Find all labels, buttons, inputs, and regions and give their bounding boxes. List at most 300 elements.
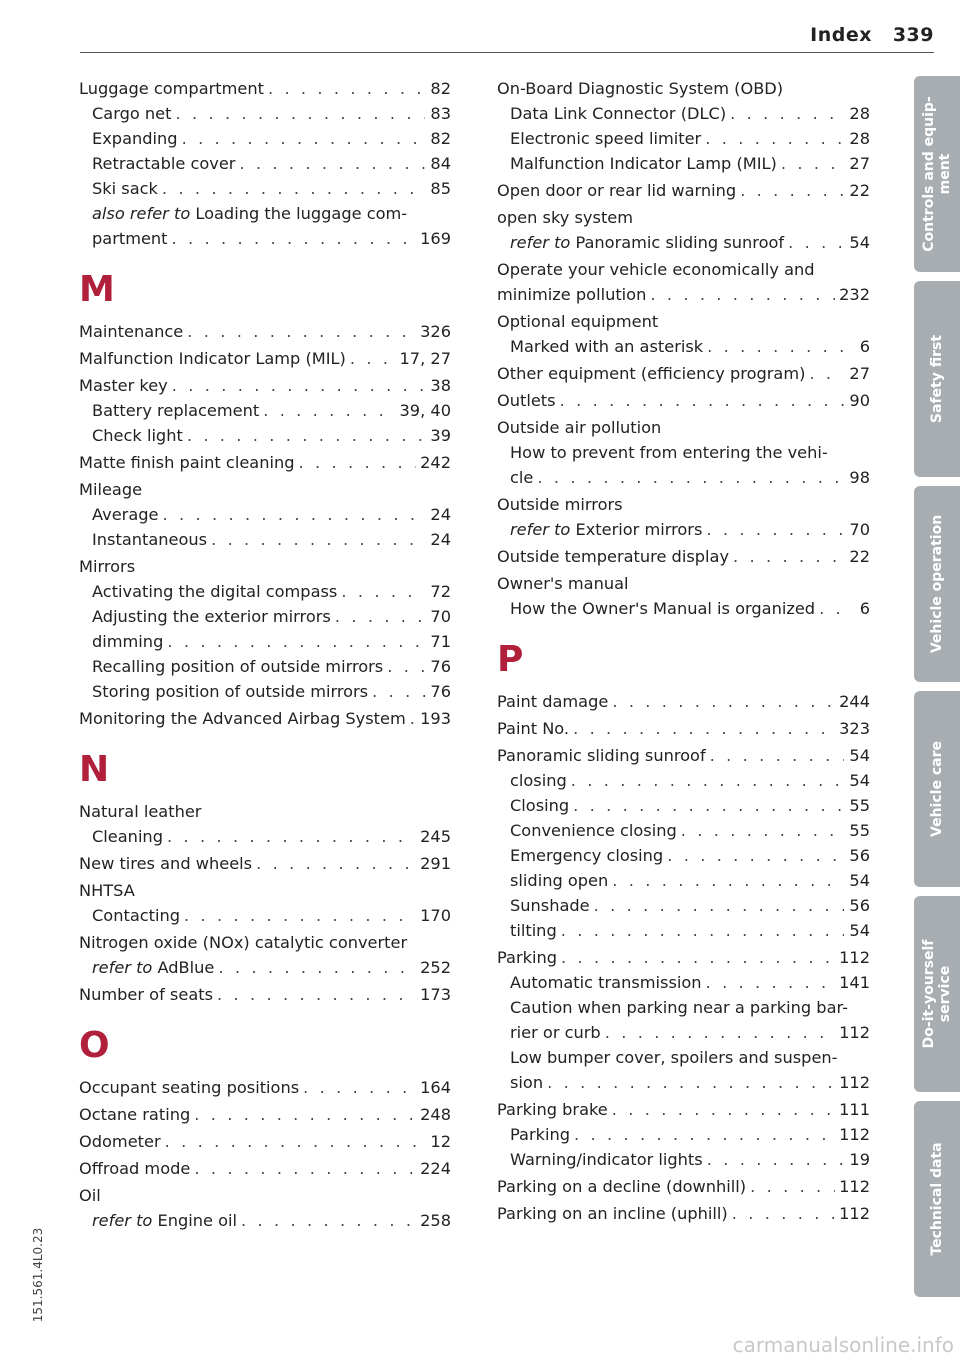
index-heading-text: Oil [79,1186,101,1205]
leader-dots [612,868,844,893]
index-page-ref: 6 [859,337,870,356]
index-entry-text: Ski sack [92,176,162,201]
index-page-ref: 54 [849,233,870,252]
index-entry [79,679,451,704]
chapter-tab[interactable] [914,281,960,477]
index-page-ref: 112 [839,1204,870,1223]
index-heading-text: Owner's manual [497,574,629,593]
index-entry-text: Parking brake [497,1097,612,1122]
leader-dots [571,768,844,793]
index-entry-text: closing [510,768,571,793]
index-heading [497,309,870,334]
index-letter: P [497,639,524,680]
index-heading [497,492,870,517]
index-page-ref: 72 [430,582,451,601]
index-heading [497,415,870,440]
chapter-tab[interactable] [914,691,960,887]
index-entry [497,689,870,714]
index-page-ref: 141 [839,973,870,992]
index-page-ref: 12 [430,1132,451,1151]
index-entry-text: rier or curb [510,1020,605,1045]
index-entry [79,706,451,731]
index-entry [79,502,451,527]
leader-dots [217,982,416,1007]
index-entry [79,1156,451,1181]
leader-dots [165,1129,425,1154]
index-entry-text: Other equipment (efficiency program) [497,361,809,386]
leader-dots [162,502,425,527]
index-entry [497,361,870,386]
index-entry [497,818,870,843]
index-entry [79,1129,451,1154]
refer-to-label: refer to [92,958,153,977]
index-entry-text: tilting [510,918,561,943]
index-entry [497,868,870,893]
leader-dots [211,527,425,552]
index-entry [79,1102,451,1127]
leader-dots [667,843,844,868]
leader-dots [372,679,425,704]
index-entry-text: Parking [497,945,561,970]
section-title: Index [810,24,872,46]
leader-dots [561,918,844,943]
leader-dots [561,945,835,970]
index-entry [497,918,870,943]
leader-dots [182,126,425,151]
index-page-ref: 112 [839,1023,870,1042]
index-heading-text: Mirrors [79,557,136,576]
index-entry-text: Occupant seating positions [79,1075,303,1100]
index-heading-text: Low bumper cover, spoilers and suspen- [510,1048,838,1067]
index-page-ref: 39, 40 [399,401,451,420]
index-entry [497,334,870,359]
index-page-ref: 90 [849,391,870,410]
index-entry-text: refer to Exterior mirrors [510,517,706,542]
leader-dots [733,544,844,569]
index-heading [79,878,451,903]
document-code: 151.561.4L0.23 [31,1227,45,1323]
chapter-tab-label: Safety first [929,334,945,424]
index-heading [497,1045,870,1070]
index-entry-text: Cargo net [92,101,175,126]
index-entry [79,346,451,371]
leader-dots [781,151,844,176]
index-entry-text: Odometer [79,1129,165,1154]
index-page-ref: 55 [849,821,870,840]
index-entry [497,893,870,918]
index-entry-text: Check light [92,423,187,448]
index-entry-text: Data Link Connector (DLC) [510,101,730,126]
leader-dots [303,1075,416,1100]
index-page-ref: 245 [420,827,451,846]
chapter-tab-label: Technical data [929,1142,945,1256]
index-entry [79,982,451,1007]
index-page-ref: 112 [839,1073,870,1092]
index-entry-text: Monitoring the Advanced Airbag System [79,706,410,731]
index-entry-text: Paint damage [497,689,612,714]
index-entry-text: Adjusting the exterior mirrors [92,604,335,629]
index-heading [497,440,870,465]
index-entry [79,629,451,654]
leader-dots [537,465,844,490]
index-entry [497,1097,870,1122]
leader-dots [560,388,844,413]
leader-dots [706,970,836,995]
chapter-tab-label: Do-it-yourself service [921,939,953,1049]
index-entry [79,450,451,475]
index-entry [79,373,451,398]
index-heading-text: Outside air pollution [497,418,662,437]
index-heading-text: Operate your vehicle economically and [497,260,815,279]
index-entry-text: Battery replacement [92,398,263,423]
index-page-ref: 82 [430,129,451,148]
index-heading-text: Loading the luggage com- [190,204,408,223]
index-entry-text: Malfunction Indicator Lamp (MIL) [510,151,781,176]
index-letter: N [79,749,110,790]
index-entry [497,945,870,970]
index-entry-text: Average [92,502,162,527]
index-entry-text: Offroad mode [79,1156,194,1181]
index-page-ref: 24 [430,530,451,549]
index-entry-text: Octane rating [79,1102,194,1127]
leader-dots [335,604,425,629]
index-page-ref: 70 [430,607,451,626]
index-heading [79,1183,451,1208]
index-page-ref: 84 [430,154,451,173]
leader-dots [706,517,844,542]
index-entry-text: Malfunction Indicator Lamp (MIL) [79,346,350,371]
index-column-left [79,76,451,1233]
index-entry [79,423,451,448]
index-entry [497,596,870,621]
index-entry [497,1020,870,1045]
index-page-ref: 71 [430,632,451,651]
index-entry [79,579,451,604]
index-entry [497,1070,870,1095]
index-page-ref: 82 [430,79,451,98]
index-page-ref: 19 [849,1150,870,1169]
index-heading-text: How to prevent from entering the vehi- [510,443,828,462]
index-page-ref: 38 [430,376,451,395]
index-heading [497,205,870,230]
index-entry [79,955,451,980]
leader-dots [809,361,844,386]
index-entry-text: Paint No. [497,716,573,741]
leader-dots [710,743,844,768]
leader-dots [341,579,425,604]
leader-dots [740,178,844,203]
index-page-ref: 70 [849,520,870,539]
index-page-ref: 112 [839,1177,870,1196]
index-entry-text: Storing position of outside mirrors [92,679,372,704]
leader-dots [681,818,844,843]
leader-dots [705,126,844,151]
index-entry [79,1208,451,1233]
index-page-ref: 55 [849,796,870,815]
index-entry [497,1147,870,1172]
index-heading-text: Optional equipment [497,312,659,331]
index-page-ref: 76 [430,657,451,676]
index-page-ref: 232 [839,285,870,304]
index-heading [79,799,451,824]
index-entry-text: partment [92,226,172,251]
chapter-tab[interactable] [914,76,960,272]
index-page-ref: 173 [420,985,451,1004]
index-entry-text: Sunshade [510,893,594,918]
index-entry [79,654,451,679]
index-page-ref: 56 [849,896,870,915]
index-entry [497,768,870,793]
index-entry-text: Recalling position of outside mirrors [92,654,387,679]
leader-dots [707,334,844,359]
index-heading [497,76,870,101]
chapter-tab-label: Vehicle operation [929,514,945,654]
index-entry [79,1075,451,1100]
index-entry [79,903,451,928]
index-entry-text: Closing [510,793,573,818]
index-entry [497,230,870,255]
index-page-ref: 39 [430,426,451,445]
index-page-ref: 170 [420,906,451,925]
index-entry [497,517,870,542]
chapter-tabs [914,76,960,1306]
index-page-ref: 193 [420,709,451,728]
leader-dots [299,450,417,475]
index-entry-text: Electronic speed limiter [510,126,705,151]
index-heading-text: Nitrogen oxide (NOx) catalytic converter [79,933,408,952]
leader-dots [187,423,425,448]
index-heading-text: Natural leather [79,802,202,821]
index-page-ref: 24 [430,505,451,524]
index-entry [497,282,870,307]
index-entry-text: Automatic transmission [510,970,706,995]
index-entry [79,226,451,251]
index-heading-text: Outside mirrors [497,495,623,514]
index-entry-text: sliding open [510,868,612,893]
index-entry-text: Matte finish paint cleaning [79,450,299,475]
leader-dots [730,101,844,126]
leader-dots [612,689,835,714]
chapter-tab[interactable] [914,1101,960,1297]
index-entry-text: dimming [92,629,167,654]
leader-dots [732,1201,835,1226]
index-page-ref: 28 [849,104,870,123]
chapter-tab[interactable] [914,896,960,1092]
index-entry [497,544,870,569]
index-entry [79,604,451,629]
index-heading [497,571,870,596]
leader-dots [819,596,844,621]
index-page-ref: 27 [849,364,870,383]
leader-dots [387,654,425,679]
index-entry-text: Activating the digital compass [92,579,341,604]
leader-dots [194,1102,416,1127]
index-entry-text: Parking on an incline (uphill) [497,1201,732,1226]
watermark: carmanualsonline.info [732,1333,954,1357]
index-heading [79,930,451,955]
index-page-ref: 112 [839,948,870,967]
index-entry [79,851,451,876]
index-entry [497,970,870,995]
index-entry [497,151,870,176]
index-entry-text: refer to Panoramic sliding sunroof [510,230,788,255]
index-page-ref: 6 [859,599,870,618]
index-entry-text: Parking on a decline (downhill) [497,1174,750,1199]
index-heading-text: On-Board Diagnostic System (OBD) [497,79,784,98]
chapter-tab-label: Controls and equip- ment [921,96,953,252]
page-header [80,24,934,53]
index-page-ref: 252 [420,958,451,977]
index-entry [497,126,870,151]
index-entry [497,465,870,490]
page-number: 339 [892,24,934,46]
index-page-ref: 56 [849,846,870,865]
chapter-tab-label: Vehicle care [929,741,945,837]
leader-dots [707,1147,844,1172]
index-entry-text: Warning/indicator lights [510,1147,707,1172]
leader-dots [172,226,417,251]
leader-dots [187,319,416,344]
index-entry-text: Marked with an asterisk [510,334,707,359]
index-heading-text: NHTSA [79,881,135,900]
index-heading [497,257,870,282]
index-entry [79,527,451,552]
index-entry-text: Contacting [92,903,184,928]
leader-dots [268,76,425,101]
index-entry [497,178,870,203]
index-entry-text: minimize pollution [497,282,650,307]
index-letter: M [79,269,115,310]
index-entry-text: Convenience closing [510,818,681,843]
index-page-ref: 111 [839,1100,870,1119]
index-page-ref: 22 [849,547,870,566]
index-entry [79,176,451,201]
index-entry-text: cle [510,465,537,490]
index-page-ref: 54 [849,771,870,790]
index-entry [497,843,870,868]
leader-dots [574,1122,835,1147]
index-entry-text: Maintenance [79,319,187,344]
chapter-tab[interactable] [914,486,960,682]
index-heading-text: Mileage [79,480,143,499]
index-entry-text: How the Owner's Manual is organized [510,596,819,621]
index-page-ref: 27 [849,154,870,173]
index-page-ref: 323 [839,719,870,738]
index-page-ref: 169 [420,229,451,248]
index-entry-text: Luggage compartment [79,76,268,101]
leader-dots [750,1174,835,1199]
index-entry [497,388,870,413]
index-entry [79,398,451,423]
index-entry-text: Expanding [92,126,182,151]
leader-dots [605,1020,835,1045]
index-heading-text: Caution when parking near a parking bar- [510,998,848,1017]
index-entry-text: Outside temperature display [497,544,733,569]
index-heading-text: open sky system [497,208,634,227]
index-entry [497,1122,870,1147]
index-entry [79,319,451,344]
index-entry-text: Parking [510,1122,574,1147]
refer-to-label: refer to [92,1211,153,1230]
index-heading [79,554,451,579]
leader-dots [263,398,395,423]
index-entry-text: Number of seats [79,982,217,1007]
index-entry [79,101,451,126]
leader-dots [547,1070,835,1095]
index-entry-text: sion [510,1070,547,1095]
index-page-ref: 76 [430,682,451,701]
leader-dots [650,282,835,307]
index-page-ref: 164 [420,1078,451,1097]
leader-dots [612,1097,835,1122]
leader-dots [184,903,416,928]
index-column-right [497,76,870,1226]
index-entry-text: refer to Engine oil [92,1208,241,1233]
leader-dots [194,1156,416,1181]
index-entry [79,824,451,849]
leader-dots [167,824,416,849]
index-entry-text: refer to AdBlue [92,955,218,980]
leader-dots [594,893,844,918]
index-page-ref: 17, 27 [399,349,451,368]
index-page-ref: 54 [849,871,870,890]
index-entry [79,126,451,151]
index-page-ref: 291 [420,854,451,873]
index-page-ref: 244 [839,692,870,711]
index-page-ref: 54 [849,746,870,765]
index-entry-text: Cleaning [92,824,167,849]
leader-dots [256,851,416,876]
leader-dots [167,629,425,654]
leader-dots [172,373,425,398]
index-page-ref: 258 [420,1211,451,1230]
refer-to-label: refer to [510,520,571,539]
leader-dots [573,716,835,741]
index-page-ref: 85 [430,179,451,198]
index-heading [497,995,870,1020]
index-entry-text: Outlets [497,388,560,413]
index-page-ref: 112 [839,1125,870,1144]
index-entry [497,793,870,818]
index-page-ref: 248 [420,1105,451,1124]
index-entry-text: Emergency closing [510,843,667,868]
index-letter: O [79,1025,110,1066]
leader-dots [573,793,844,818]
index-page-ref: 98 [849,468,870,487]
index-entry-text: Master key [79,373,172,398]
index-entry-text: Open door or rear lid warning [497,178,740,203]
index-entry [497,101,870,126]
leader-dots [239,151,425,176]
index-heading [79,201,451,226]
leader-dots [162,176,425,201]
leader-dots [350,346,396,371]
index-page-ref: 224 [420,1159,451,1178]
refer-to-label: refer to [510,233,571,252]
index-heading [79,477,451,502]
leader-dots [241,1208,416,1233]
index-page-ref: 28 [849,129,870,148]
index-entry [79,76,451,101]
leader-dots [218,955,416,980]
index-entry [497,1174,870,1199]
index-entry [497,1201,870,1226]
index-entry-text: Panoramic sliding sunroof [497,743,710,768]
index-entry [497,716,870,741]
index-page-ref: 22 [849,181,870,200]
index-entry-text: Retractable cover [92,151,239,176]
index-entry-text: New tires and wheels [79,851,256,876]
